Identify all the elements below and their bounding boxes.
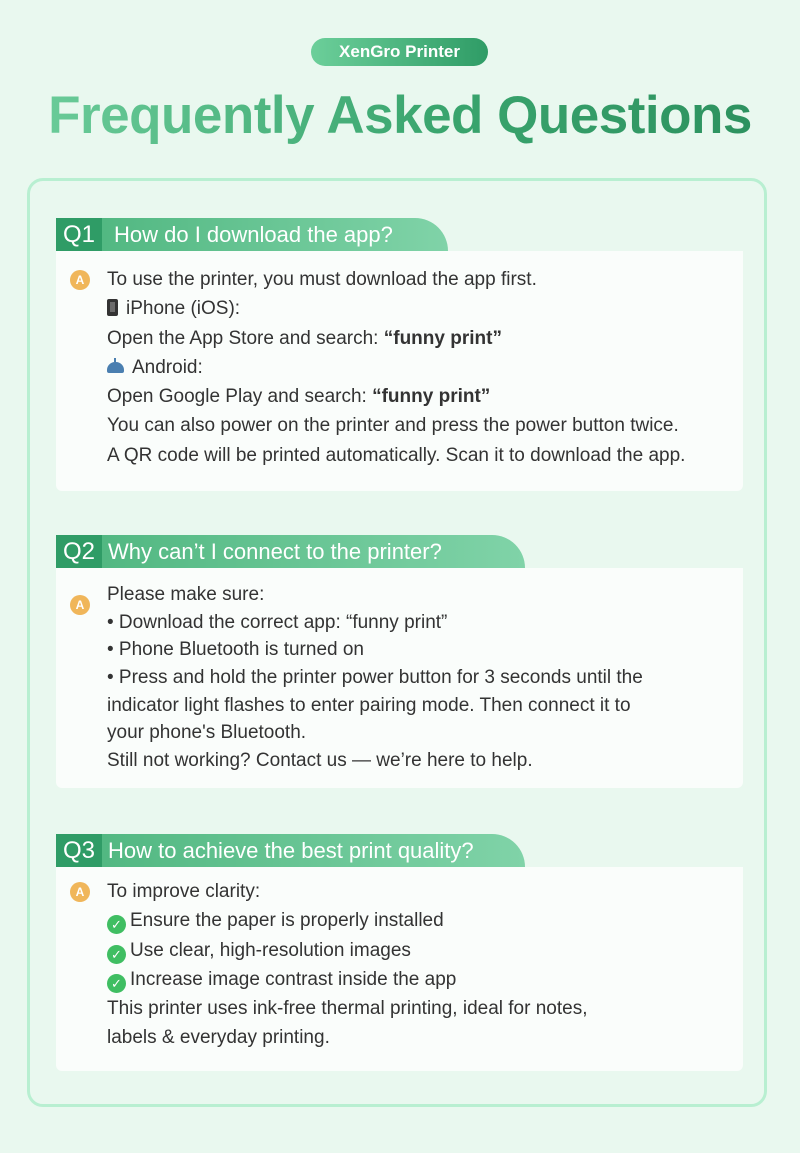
question-title: How to achieve the best print quality? bbox=[102, 834, 525, 867]
answer-line: labels & everyday printing. bbox=[107, 1027, 330, 1049]
answer-line: Please make sure: bbox=[107, 584, 265, 605]
answer-line: ✓ Ensure the paper is properly installed bbox=[107, 906, 731, 935]
answer-line: A QR code will be printed automatically. Scan it to download the app. bbox=[107, 444, 686, 466]
answer-badge-icon: A bbox=[70, 270, 90, 290]
answer-card bbox=[56, 251, 743, 491]
answer-line: To use the printer, you must download the app first. bbox=[107, 269, 537, 290]
question-number: Q2 bbox=[56, 535, 102, 568]
answer-line: Open the App Store and search: “funny print” bbox=[107, 327, 502, 349]
question-title: How do I download the app? bbox=[102, 218, 448, 251]
question-header bbox=[56, 834, 743, 867]
faq-item-2 bbox=[56, 535, 743, 788]
question-header bbox=[56, 218, 743, 251]
question-title: Why can’t I connect to the printer? bbox=[102, 535, 525, 568]
answer-line: • Phone Bluetooth is turned on bbox=[107, 639, 365, 661]
answer-badge-icon: A bbox=[70, 882, 90, 902]
answer-line: Still not working? Contact us — we’re here to help. bbox=[107, 750, 533, 772]
faq-item-3 bbox=[56, 834, 743, 1071]
brand-badge: XenGro Printer bbox=[311, 38, 488, 66]
answer-badge-icon: A bbox=[70, 595, 90, 615]
question-number: Q3 bbox=[56, 834, 102, 867]
answer-line: Android: bbox=[107, 353, 731, 382]
question-number: Q1 bbox=[56, 218, 102, 251]
phone-icon bbox=[107, 299, 118, 316]
answer-card bbox=[56, 867, 743, 1071]
answer-line: • Press and hold the printer power button for 3 seconds until the bbox=[107, 667, 643, 689]
answer-line: To improve clarity: bbox=[107, 881, 261, 902]
answer-line: ✓ Use clear, high-resolution images bbox=[107, 936, 731, 965]
answer-line: your phone's Bluetooth. bbox=[107, 722, 307, 744]
answer-card bbox=[56, 568, 743, 788]
question-header bbox=[56, 535, 743, 568]
android-icon bbox=[107, 362, 124, 373]
faq-item-1 bbox=[56, 218, 743, 491]
answer-line: indicator light flashes to enter pairing mode. Then connect it to bbox=[107, 694, 631, 716]
check-icon: ✓ bbox=[107, 915, 126, 934]
check-icon: ✓ bbox=[107, 974, 126, 993]
check-icon: ✓ bbox=[107, 945, 126, 964]
answer-line: Open Google Play and search: “funny print” bbox=[107, 386, 491, 408]
answer-line: ✓ Increase image contrast inside the app bbox=[107, 965, 731, 994]
answer-line: You can also power on the printer and press the power button twice. bbox=[107, 415, 679, 437]
answer-line: This printer uses ink-free thermal printing, ideal for notes, bbox=[107, 998, 588, 1020]
answer-line: • Download the correct app: “funny print” bbox=[107, 611, 448, 633]
answer-line: iPhone (iOS): bbox=[107, 294, 731, 323]
page-title: Frequently Asked Questions bbox=[0, 84, 800, 148]
